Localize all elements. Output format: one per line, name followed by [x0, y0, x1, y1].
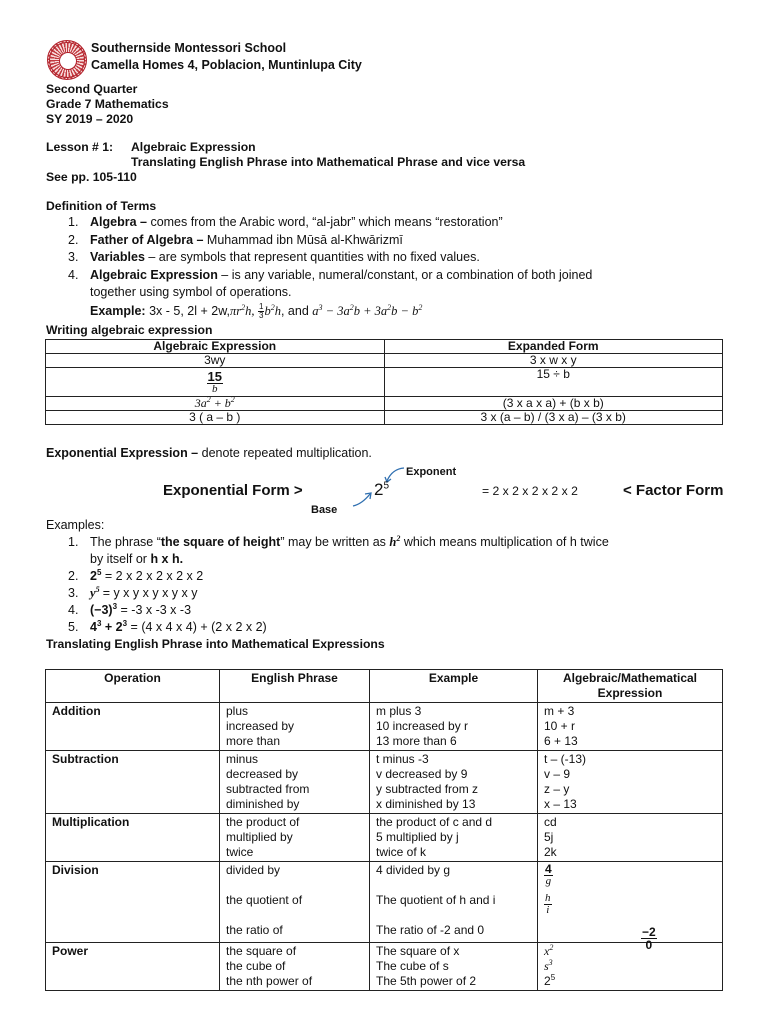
- table-row: $\frac{15}{b}$ 15 ÷ b: [46, 368, 723, 397]
- factor-form-label: < Factor Form: [623, 482, 724, 499]
- factor-expansion: = 2 x 2 x 2 x 2 x 2: [482, 484, 578, 498]
- table-row: Power the square of the cube of the nth power of The square of x The cube of s The 5th power of 2 $x^2$ $s^3$ $2^5$: [46, 943, 723, 991]
- base-arrow-icon: [350, 490, 374, 510]
- table-row: Multiplication the product of multiplied by twice the product of c and d 5 multiplied by j twice of k cd 5j 2k: [46, 814, 723, 862]
- definition-example: Example: 3x - 5, $2l + 2w,\pi r^2h$, $\frac{1}{3}$ $b^2h$, and $a^3 - 3a^2b + 3a^2b - b^2$: [90, 301, 423, 320]
- definition-item: 2. Father of Algebra – Muhammad ibn Mūsā al-Khwārizmī: [68, 232, 403, 247]
- table-row: Addition plus increased by more than m plus 3 10 increased by r 13 more than 6 m + 3 10 + r 6 + 13: [46, 703, 723, 751]
- translation-table: Operation English Phrase Example Algebraic/Mathematical Expression Addition plus increased by more than m plus 3 10 increased by r 13 more than 6 m + 3 10 + r 6 + 13 Subtraction minus decreased by subtracted from diminished by t minus -3 v decreased by 9 y subtracted from z x diminished by 13 t – (-13) v – 9 z – y x – 13 Multiplication the product of multiplied by twice the product of c and d 5 multiplied by j twice of k cd 5j 2k Division divided by the quotient of the ratio of 4 divided by g The quotient of h and i The ratio of -2 and 0 $\frac{4}{g}$ $\frac{h}{i}$ $\frac{-2}{0}$ Power the square of the cube of the nth power of The square of x The cube of s The 5th power of 2 $x^2$ $s^3$ $2^5$: [45, 669, 723, 991]
- definitions-list: 1. Algebra – comes from the Arabic word, “al-jabr” which means “restoration” 2. Father of Algebra – Muhammad ibn Mūsā al-Khwārizmī 3. Variables – are symbols that represent quantities with no fixed values. 4. Algebraic Expression – is any variable, numeral/constant, or a combination of both joined together using symbol of operations. Example: 3x - 5, $2l + 2w,\pi r^2h$, $\frac{1}{3}$ $b^2h$, and $a^3 - 3a^2b + 3a^2b - b^2$: [68, 214, 728, 320]
- writing-heading: Writing algebraic expression: [46, 323, 213, 337]
- quarter: Second Quarter: [46, 82, 138, 96]
- table-row: $3a^2 + b^2$ (3 x a x a) + (b x b): [46, 397, 723, 411]
- school-seal-logo: [47, 40, 87, 80]
- grade: Grade 7 Mathematics: [46, 97, 169, 111]
- definitions-heading: Definition of Terms: [46, 199, 157, 213]
- definition-item: 1. Algebra – comes from the Arabic word, “al-jabr” which means “restoration”: [68, 215, 503, 229]
- table-row: 3 ( a – b ) 3 x (a – b) / (3 x a) – (3 x b): [46, 411, 723, 425]
- lesson-number: Lesson # 1:: [46, 140, 114, 154]
- example-item: 1. The phrase “the square of height” may be written as $h^2$ which means multiplication of h twice: [68, 533, 609, 549]
- exponential-form-example: $2^5$: [374, 480, 390, 499]
- table-row: Subtraction minus decreased by subtracted from diminished by t minus -3 v decreased by 9 y subtracted from z x diminished by 13 t – (-13) v – 9 z – y x – 13: [46, 751, 723, 814]
- examples-label: Examples:: [46, 518, 105, 532]
- exponent-label: Exponent: [406, 466, 457, 478]
- definition-item: 3. Variables – are symbols that represent quantities with no fixed values.: [68, 250, 480, 264]
- example-item: 4. $(-3)^3 = -3$ x -3 x -3: [68, 601, 192, 617]
- algebraic-expression-table: Algebraic Expression Expanded Form 3wy 3 x w x y $\frac{15}{b}$ 15 ÷ b $3a^2 + b^2$ (3 x a x a) + (b x b) 3 ( a – b ) 3 x (a – b) / (3 x a) – (3 x b): [45, 339, 723, 425]
- example-item: 2. $2^5 = 2$ x 2 x 2 x 2 x 2: [68, 567, 204, 583]
- exponential-form-label: Exponential Form >: [163, 482, 303, 499]
- school-address: Camella Homes 4, Poblacion, Muntinlupa City: [91, 58, 362, 72]
- base-label: Base: [311, 504, 338, 516]
- table-row: 3wy 3 x w x y: [46, 354, 723, 368]
- lesson-subtitle: Translating English Phrase into Mathematical Phrase and vice versa: [131, 155, 526, 169]
- lesson-title: Algebraic Expression: [131, 140, 256, 154]
- table-row: Division divided by the quotient of the ratio of 4 divided by g The quotient of h and i The ratio of -2 and 0 $\frac{4}{g}$ $\frac{h}{i}$ $\frac{-2}{0}$: [46, 862, 723, 943]
- exponential-definition: Exponential Expression – denote repeated multiplication.: [46, 446, 372, 460]
- school-year: SY 2019 – 2020: [46, 112, 134, 126]
- translating-heading: Translating English Phrase into Mathematical Expressions: [46, 637, 385, 651]
- example-item: 3. $y^5 = y$ x y x y x y x y: [68, 584, 198, 600]
- example-item: 5. $4^3 + 2^3 = (4$ x 4 x 4) + (2 x 2 x 2): [68, 618, 267, 634]
- page-reference: See pp. 105-110: [46, 170, 137, 184]
- definition-item: 4. Algebraic Expression – is any variable, numeral/constant, or a combination of both joined: [68, 267, 593, 282]
- examples-list: 1. The phrase “the square of height” may be written as $h^2$ which means multiplication of h twice by itself or h x h. 2. $2^5 = 2$ x 2 x 2 x 2 x 2 3. $y^5 = y$ x y x y x y x y 4. $(-3)^3 = -3$ x -3 x -3 5. $4^3 + 2^3 = (4$ x 4 x 4) + (2 x 2 x 2): [68, 534, 728, 636]
- school-name: Southernside Montessori School: [91, 41, 287, 55]
